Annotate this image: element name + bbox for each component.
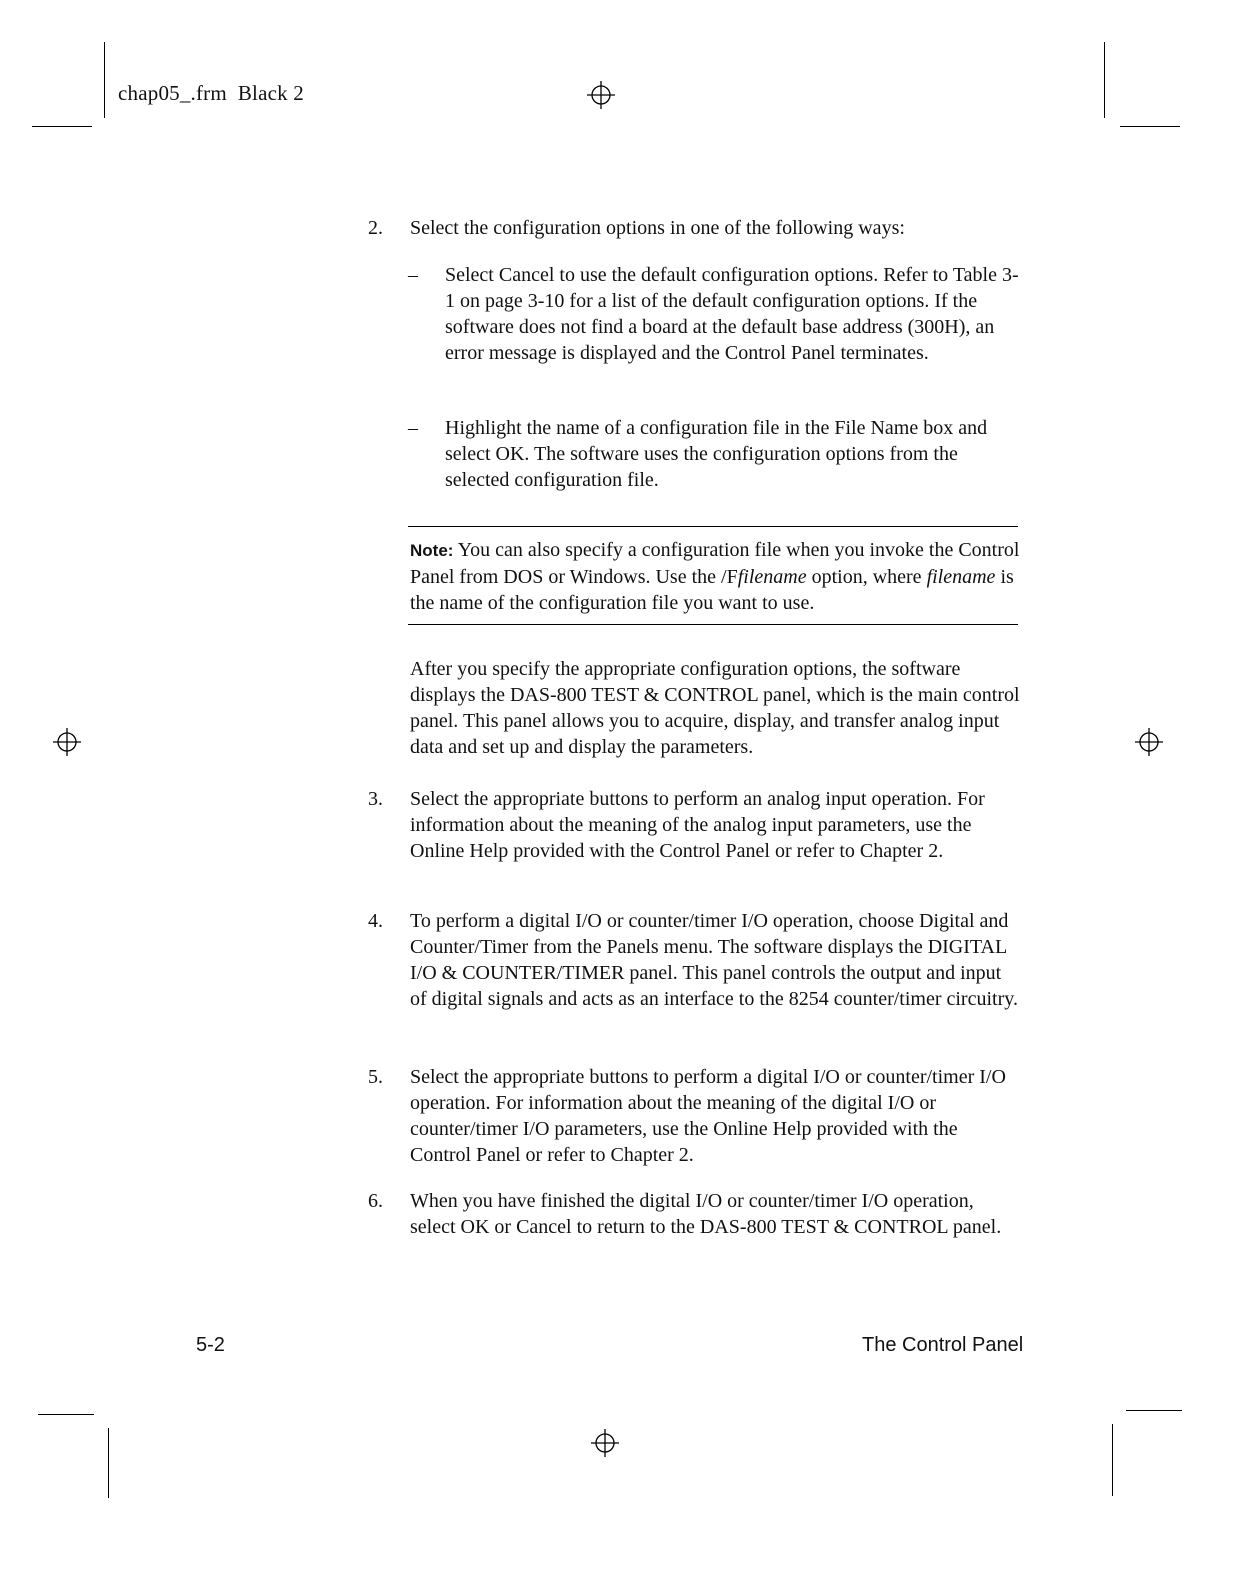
- note-bottom-rule: [408, 624, 1018, 625]
- step-text: Select the configuration options in one of the following ways:: [410, 217, 905, 239]
- registration-mark-bottom-icon: [590, 1428, 620, 1458]
- registration-mark-right-icon: [1134, 727, 1164, 757]
- step-number: 4.: [368, 910, 383, 932]
- step-number: 5.: [368, 1066, 383, 1088]
- bullet-text: Highlight the name of a configuration file in the File Name box and select OK. The software uses the configuration options from the selected configuration file.: [445, 417, 988, 491]
- header-file-label: [118, 81, 304, 106]
- after-paragraph: After you specify the appropriate configuration options, the software displays the DAS-800 TEST & CONTROL panel, which is the main control panel. This panel allows you to acquire, display, and transfer analog input data and set up and display the parameters.: [410, 658, 1020, 758]
- note-italic-1: filename: [737, 566, 807, 588]
- header-color-label: Black 2: [237, 81, 304, 105]
- crop-mark-bottom-right-horizontal: [1126, 1410, 1182, 1411]
- note-text-2: option, where: [806, 566, 927, 588]
- crop-mark-top-left-vertical: [104, 42, 105, 118]
- bullet-text: Select Cancel to use the default configuration options. Refer to Table 3-1 on page 3-10 for a list of the default configuration options. If the software does not find a board at the default base address (300H), an error message is displayed and the Control Panel terminates.: [445, 264, 1019, 364]
- note-top-rule: [408, 526, 1018, 527]
- step-text: Select the appropriate buttons to perform a digital I/O or counter/timer I/O operation. For information about the meaning of the digital I/O or counter/timer I/O parameters, use the Online Help provided with the Control Panel or refer to Chapter 2.: [410, 1066, 1006, 1166]
- note-italic-2: filename: [926, 566, 996, 588]
- crop-mark-bottom-left-horizontal: [38, 1414, 94, 1415]
- crop-mark-bottom-right-vertical: [1112, 1424, 1113, 1496]
- crop-mark-top-left-horizontal: [32, 126, 92, 127]
- step-number: 2.: [368, 217, 383, 239]
- step-text: To perform a digital I/O or counter/timer I/O operation, choose Digital and Counter/Timer from the Panels menu. The software displays the DIGITAL I/O & COUNTER/TIMER panel. This panel controls the output and input of digital signals and acts as an interface to the 8254 counter/timer circuitry.: [410, 910, 1018, 1010]
- section-title: The Control Panel: [862, 1334, 1024, 1356]
- note-text-1: You can also specify a configuration file when you invoke the Control Panel from DOS or Windows. Use the /F: [410, 539, 1020, 588]
- header-filename: chap05_.frm: [118, 81, 227, 105]
- step-number: 3.: [368, 788, 383, 810]
- page-number: 5-2: [196, 1334, 225, 1356]
- step-number: 6.: [368, 1190, 383, 1212]
- note-block: [410, 537, 1020, 616]
- bullet-dash: –: [408, 417, 418, 439]
- registration-mark-top-icon: [586, 80, 616, 110]
- bullet-dash: –: [408, 264, 418, 286]
- crop-mark-bottom-left-vertical: [108, 1428, 109, 1498]
- step-text: When you have finished the digital I/O or counter/timer I/O operation, select OK or Cancel to return to the DAS-800 TEST & CONTROL panel.: [410, 1190, 1002, 1238]
- step-text: Select the appropriate buttons to perform an analog input operation. For information about the meaning of the analog input parameters, use the Online Help provided with the Control Panel or refer to Chapter 2.: [410, 788, 985, 862]
- note-label: Note:: [410, 541, 454, 560]
- crop-mark-top-right-vertical: [1104, 42, 1105, 118]
- crop-mark-top-right-horizontal: [1120, 126, 1180, 127]
- note-text-3: is the name of the configuration file you want to use.: [410, 566, 1014, 614]
- registration-mark-left-icon: [52, 727, 82, 757]
